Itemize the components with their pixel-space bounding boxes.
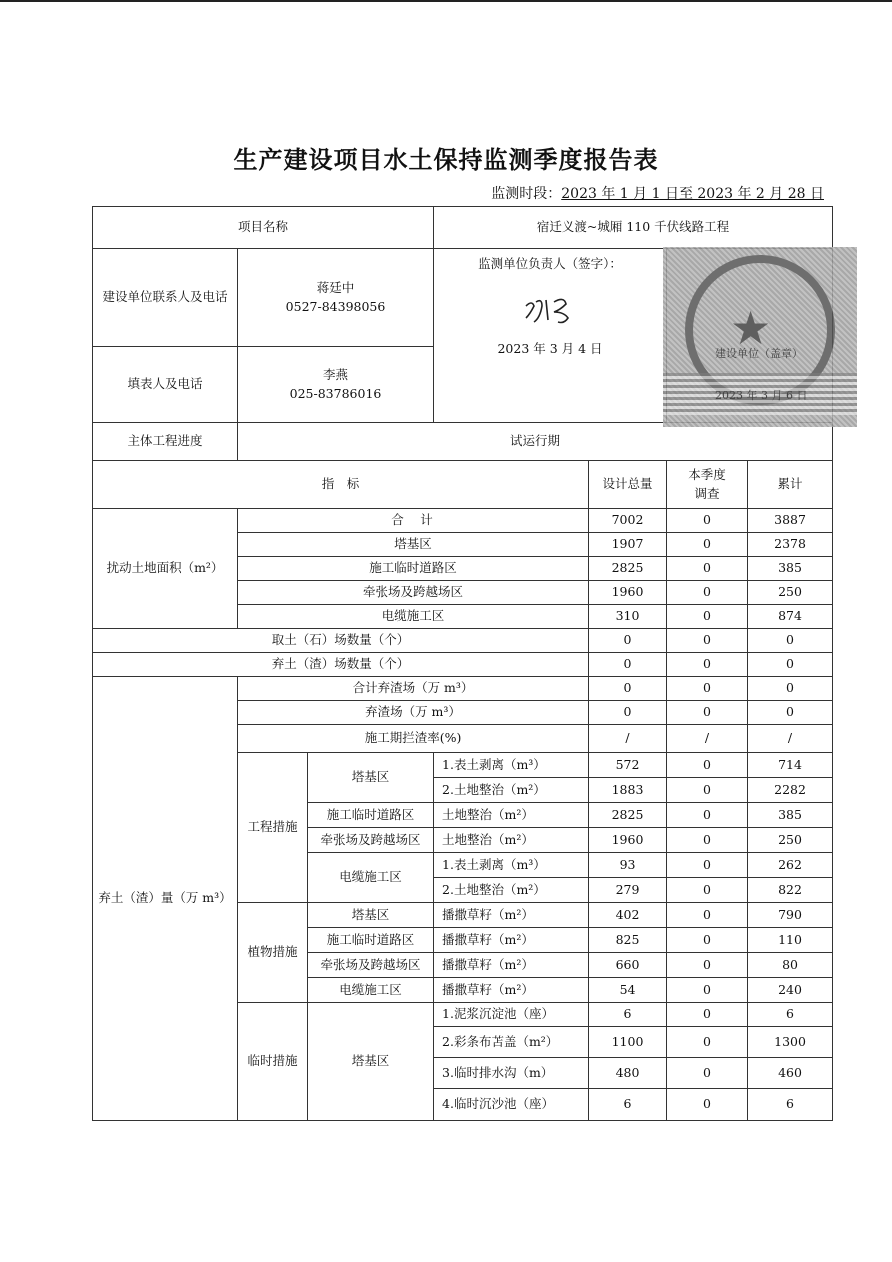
spoil-label: 弃土（渣）量（万 m³） (93, 677, 238, 1121)
table-cell: 0 (667, 803, 748, 828)
table-cell: 0 (667, 701, 748, 725)
table-cell: 402 (589, 903, 667, 928)
table-cell: 0 (667, 1003, 748, 1027)
table-cell: 0 (667, 1027, 748, 1058)
table-cell: 6 (589, 1089, 667, 1121)
table-cell: 1960 (589, 828, 667, 853)
table-row: 2.土地整治（m²） (434, 878, 589, 903)
table-cell: 93 (589, 853, 667, 878)
eng-area-cable: 电缆施工区 (308, 853, 434, 903)
seal-stamp (663, 247, 857, 427)
eng-area-tower: 塔基区 (308, 753, 434, 803)
quarter-header: 本季度 调查 (667, 461, 748, 509)
table-row: 1.表土剥离（m³） (434, 753, 589, 778)
table-cell: 2825 (589, 803, 667, 828)
table-cell: 0 (667, 581, 748, 605)
table-cell: 660 (589, 953, 667, 978)
table-row: 弃渣场（万 m³） (238, 701, 589, 725)
table-cell: 0 (748, 701, 833, 725)
monitor-date: 2023 年 3 月 4 日 (497, 340, 603, 356)
table-cell: 0 (667, 509, 748, 533)
table-cell: 0 (667, 533, 748, 557)
temp-label: 临时措施 (238, 1003, 308, 1121)
report-title: 生产建设项目水土保持监测季度报告表 (233, 145, 659, 174)
seal-star-icon: ★ (730, 301, 772, 355)
table-cell: 714 (748, 753, 833, 778)
table-cell: 1960 (589, 581, 667, 605)
table-cell: 1907 (589, 533, 667, 557)
monitor-sign-cell (434, 249, 667, 423)
table-cell: 385 (748, 557, 833, 581)
table-row: 播撒草籽（m²） (434, 928, 589, 953)
cumulative-header: 累计 (748, 461, 833, 509)
table-cell: 572 (589, 753, 667, 778)
table-cell: 0 (667, 629, 748, 653)
table-cell: 2282 (748, 778, 833, 803)
contact-name: 蒋廷中 (316, 279, 355, 295)
temp-area: 塔基区 (308, 1003, 434, 1121)
table-cell: 0 (667, 853, 748, 878)
table-cell: 0 (667, 878, 748, 903)
disturb-label: 扰动土地面积（m²） (93, 509, 238, 629)
table-row: 3.临时排水沟（m） (434, 1058, 589, 1089)
table-row: 土地整治（m²） (434, 828, 589, 853)
table-cell: 874 (748, 605, 833, 629)
period-label: 监测时段： (491, 186, 562, 202)
table-cell: 385 (748, 803, 833, 828)
table-cell: 460 (748, 1058, 833, 1089)
table-row: 合计弃渣场（万 m³） (238, 677, 589, 701)
table-cell: 279 (589, 878, 667, 903)
table-cell: 822 (748, 878, 833, 903)
table-cell: 0 (667, 903, 748, 928)
top-border-line (0, 0, 892, 2)
table-row: 施工临时道路区 (238, 557, 589, 581)
table-cell: 0 (748, 653, 833, 677)
table-row: 1.泥浆沉淀池（座） (434, 1003, 589, 1027)
construction-unit-date: 2023 年 3 月 6 日 (715, 389, 808, 402)
filler-name: 李燕 (323, 366, 349, 382)
table-row: 牵张场及跨越场区 (238, 581, 589, 605)
signature-icon (520, 292, 580, 326)
contact-value (238, 249, 434, 347)
table-cell: 0 (667, 828, 748, 853)
table-cell: 0 (667, 557, 748, 581)
table-cell: 240 (748, 978, 833, 1003)
table-row: 播撒草籽（m²） (434, 953, 589, 978)
table-cell: 80 (748, 953, 833, 978)
table-cell: / (589, 725, 667, 753)
table-cell: 0 (667, 677, 748, 701)
table-cell: 790 (748, 903, 833, 928)
table-cell: 6 (748, 1089, 833, 1121)
table-cell: 6 (748, 1003, 833, 1027)
eng-area-road: 施工临时道路区 (308, 803, 434, 828)
table-row: 塔基区 (238, 533, 589, 557)
monitoring-period (491, 183, 824, 203)
table-row: 1.表土剥离（m³） (434, 853, 589, 878)
table-row: 4.临时沉沙池（座） (434, 1089, 589, 1121)
table-row: 施工期拦渣率(%) (238, 725, 589, 753)
table-cell: 1300 (748, 1027, 833, 1058)
table-cell: 2825 (589, 557, 667, 581)
table-cell: 0 (667, 653, 748, 677)
table-cell: 0 (667, 978, 748, 1003)
project-name-label: 项目名称 (93, 207, 434, 249)
construction-unit-label: 建设单位（盖章） (715, 347, 804, 360)
table-cell: 54 (589, 978, 667, 1003)
table-cell: 825 (589, 928, 667, 953)
table-cell: 0 (667, 928, 748, 953)
table-cell: 110 (748, 928, 833, 953)
veg-label: 植物措施 (238, 903, 308, 1003)
filler-value (238, 347, 434, 423)
signature (434, 292, 666, 332)
table-row: 2.土地整治（m²） (434, 778, 589, 803)
table-row: 电缆施工区 (238, 605, 589, 629)
table-cell: 2378 (748, 533, 833, 557)
contact-phone: 0527-84398056 (285, 298, 386, 314)
borrow-row: 取土（石）场数量（个） (93, 629, 589, 653)
table-row: 2.彩条布苫盖（m²） (434, 1027, 589, 1058)
table-cell: 0 (667, 778, 748, 803)
table-row: 播撒草籽（m²） (434, 978, 589, 1003)
project-name-value: 宿迁义渡~城厢 110 千伏线路工程 (434, 207, 833, 249)
design-header: 设计总量 (589, 461, 667, 509)
table-cell: 3887 (748, 509, 833, 533)
veg-area: 施工临时道路区 (308, 928, 434, 953)
table-cell: 480 (589, 1058, 667, 1089)
table-cell: 0 (667, 753, 748, 778)
table-cell: / (667, 725, 748, 753)
table-cell: 1883 (589, 778, 667, 803)
monitor-label: 监测单位负责人（签字）： (478, 256, 622, 271)
filler-phone: 025-83786016 (289, 385, 382, 401)
construction-seal-cell (667, 249, 833, 423)
table-cell: 250 (748, 581, 833, 605)
veg-area: 塔基区 (308, 903, 434, 928)
table-cell: 0 (589, 701, 667, 725)
table-cell: 0 (667, 605, 748, 629)
table-cell: 0 (748, 677, 833, 701)
dump-row: 弃土（渣）场数量（个） (93, 653, 589, 677)
table-row: 土地整治（m²） (434, 803, 589, 828)
contact-label: 建设单位联系人及电话 (93, 249, 238, 347)
table-cell: 310 (589, 605, 667, 629)
table-cell: 7002 (589, 509, 667, 533)
period-value: 2023 年 1 月 1 日至 2023 年 2 月 28 日 (561, 186, 824, 202)
table-cell: / (748, 725, 833, 753)
eng-label: 工程措施 (238, 753, 308, 903)
veg-area: 牵张场及跨越场区 (308, 953, 434, 978)
veg-area: 电缆施工区 (308, 978, 434, 1003)
table-cell: 0 (589, 677, 667, 701)
indicator-header: 指 标 (93, 461, 589, 509)
table-cell: 262 (748, 853, 833, 878)
table-cell: 0 (589, 653, 667, 677)
progress-value: 试运行期 (238, 423, 833, 461)
table-cell: 6 (589, 1003, 667, 1027)
table-cell: 0 (589, 629, 667, 653)
table-cell: 0 (667, 1058, 748, 1089)
filler-label: 填表人及电话 (93, 347, 238, 423)
table-row: 合 计 (238, 509, 589, 533)
report-table (92, 206, 833, 1121)
table-cell: 0 (667, 1089, 748, 1121)
eng-area-tension: 牵张场及跨越场区 (308, 828, 434, 853)
table-cell: 0 (748, 629, 833, 653)
table-cell: 1100 (589, 1027, 667, 1058)
progress-label: 主体工程进度 (93, 423, 238, 461)
table-cell: 250 (748, 828, 833, 853)
table-cell: 0 (667, 953, 748, 978)
table-row: 播撒草籽（m²） (434, 903, 589, 928)
